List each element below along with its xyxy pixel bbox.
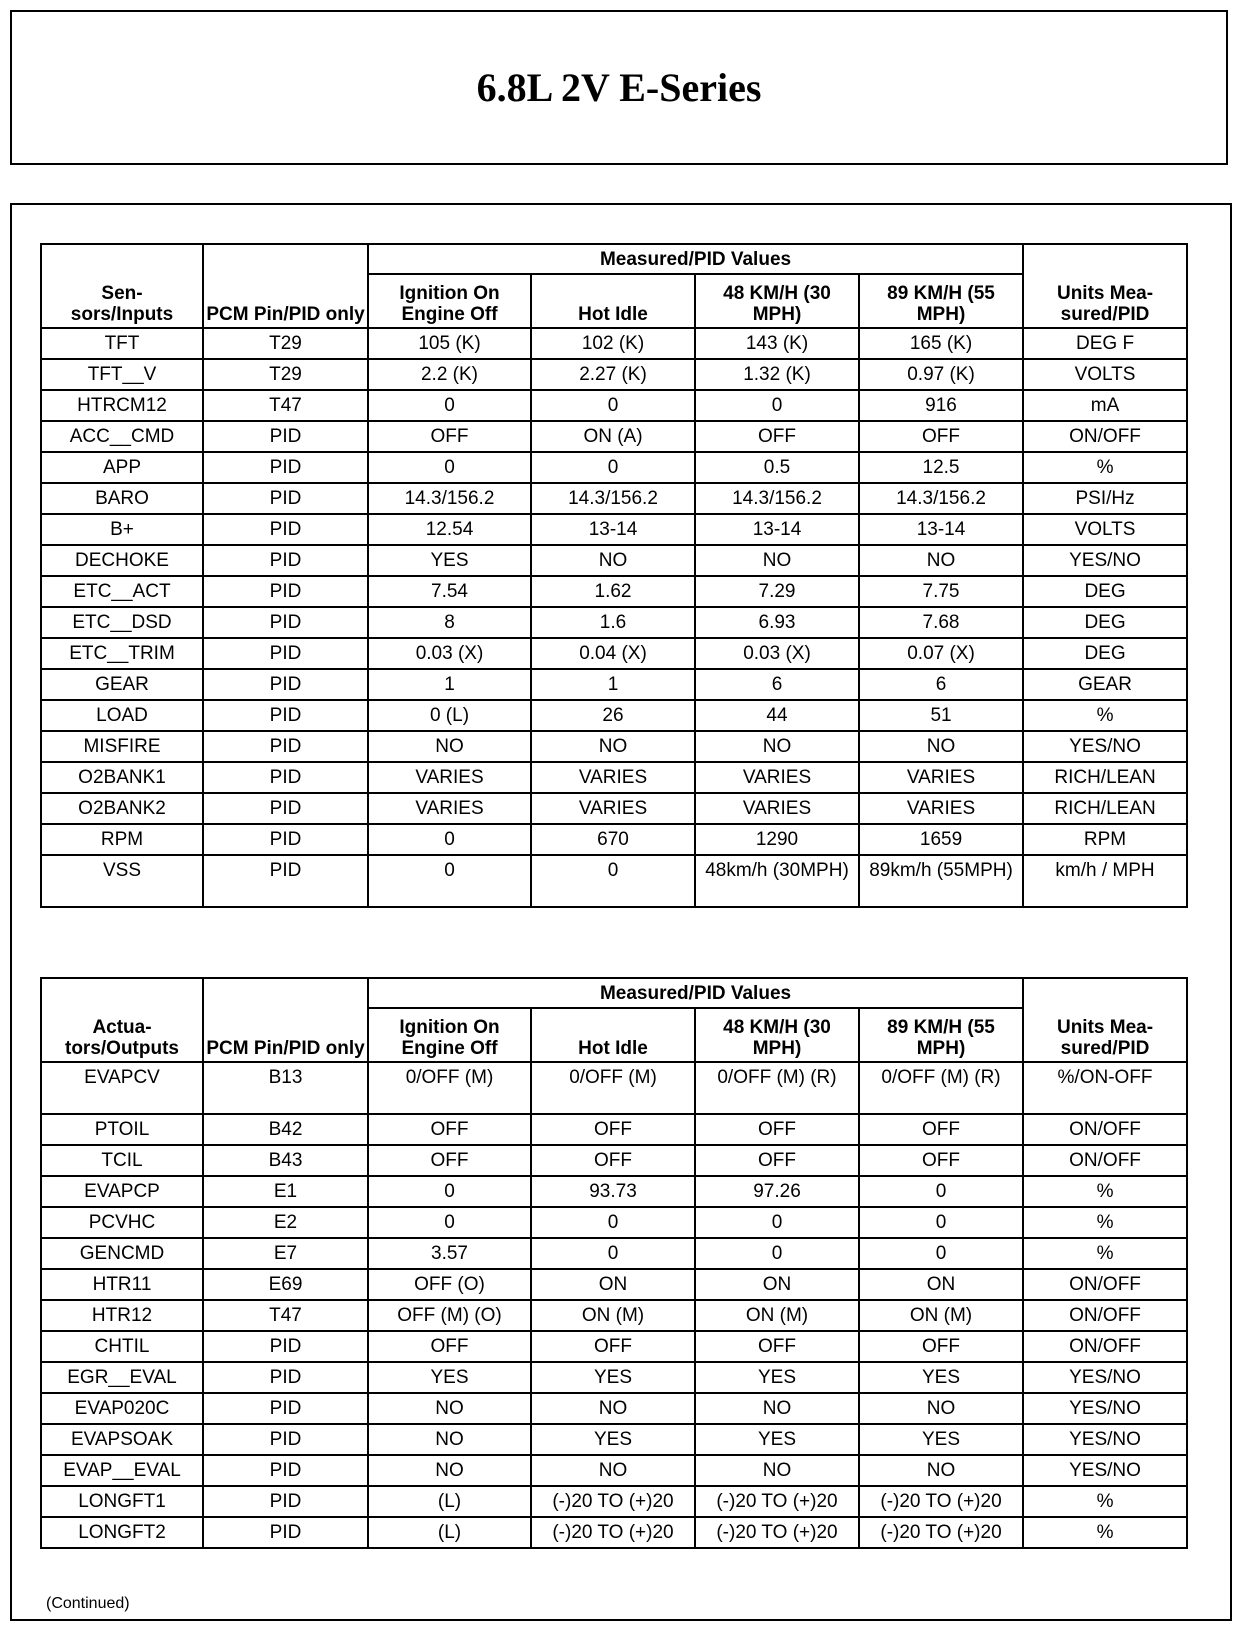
- units: %: [1023, 1176, 1187, 1207]
- signal-name: LONGFT1: [41, 1486, 203, 1517]
- 48kmh-value: 1.32 (K): [695, 359, 859, 390]
- table-row: [41, 483, 1187, 514]
- 48kmh-value: ON: [695, 1269, 859, 1300]
- header-sensors-inputs: Sen- sors/Inputs: [41, 244, 203, 328]
- hot-idle-value: 0: [531, 452, 695, 483]
- header-pcm-pin: PCM Pin/PID only: [203, 244, 368, 328]
- header-actuators-outputs: Actua- tors/Outputs: [41, 978, 203, 1062]
- pcm-pin: B43: [203, 1145, 368, 1176]
- 89kmh-value: 51: [859, 700, 1023, 731]
- 48kmh-value: 6.93: [695, 607, 859, 638]
- ignition-on-value: 8: [368, 607, 531, 638]
- hot-idle-value: 2.27 (K): [531, 359, 695, 390]
- table-row: [41, 545, 1187, 576]
- 89kmh-value: 0: [859, 1238, 1023, 1269]
- units: DEG F: [1023, 328, 1187, 359]
- units: %: [1023, 1486, 1187, 1517]
- signal-name: B+: [41, 514, 203, 545]
- table-row: [41, 607, 1187, 638]
- signal-name: EGR__EVAL: [41, 1362, 203, 1393]
- signal-name: GEAR: [41, 669, 203, 700]
- 48kmh-value: 143 (K): [695, 328, 859, 359]
- 89kmh-value: 0.07 (X): [859, 638, 1023, 669]
- ignition-on-value: 14.3/156.2: [368, 483, 531, 514]
- units: ON/OFF: [1023, 1269, 1187, 1300]
- pcm-pin: E2: [203, 1207, 368, 1238]
- 48kmh-value: OFF: [695, 1114, 859, 1145]
- hot-idle-value: YES: [531, 1362, 695, 1393]
- hot-idle-value: OFF: [531, 1331, 695, 1362]
- table-row: [41, 328, 1187, 359]
- 89kmh-value: YES: [859, 1424, 1023, 1455]
- signal-name: HTR12: [41, 1300, 203, 1331]
- units: ON/OFF: [1023, 1114, 1187, 1145]
- signal-name: TFT: [41, 328, 203, 359]
- header-units: Units Mea-sured/PID: [1023, 244, 1187, 328]
- units: %: [1023, 1238, 1187, 1269]
- 89kmh-value: YES: [859, 1362, 1023, 1393]
- pcm-pin: PID: [203, 1393, 368, 1424]
- 89kmh-value: OFF: [859, 1331, 1023, 1362]
- pcm-pin: PID: [203, 421, 368, 452]
- pcm-pin: T29: [203, 328, 368, 359]
- units: DEG: [1023, 576, 1187, 607]
- 48kmh-value: 97.26: [695, 1176, 859, 1207]
- table-row: [41, 669, 1187, 700]
- signal-name: TCIL: [41, 1145, 203, 1176]
- hot-idle-value: 670: [531, 824, 695, 855]
- 89kmh-value: (-)20 TO (+)20: [859, 1517, 1023, 1548]
- ignition-on-value: OFF: [368, 1114, 531, 1145]
- hot-idle-value: 93.73: [531, 1176, 695, 1207]
- signal-name: ACC__CMD: [41, 421, 203, 452]
- ignition-on-value: NO: [368, 1455, 531, 1486]
- header-measured-pid-values: Measured/PID Values: [368, 244, 1023, 274]
- signal-name: O2BANK1: [41, 762, 203, 793]
- hot-idle-value: NO: [531, 731, 695, 762]
- units: VOLTS: [1023, 359, 1187, 390]
- table-row: [41, 421, 1187, 452]
- 89kmh-value: OFF: [859, 421, 1023, 452]
- ignition-on-value: 12.54: [368, 514, 531, 545]
- ignition-on-value: OFF: [368, 421, 531, 452]
- 48kmh-value: NO: [695, 1455, 859, 1486]
- header-48kmh: 48 KM/H (30 MPH): [695, 1008, 859, 1062]
- 48kmh-value: 0.5: [695, 452, 859, 483]
- content-box: [10, 203, 1232, 1621]
- pcm-pin: PID: [203, 607, 368, 638]
- 89kmh-value: 7.68: [859, 607, 1023, 638]
- 48kmh-value: 0: [695, 1207, 859, 1238]
- hot-idle-value: 13-14: [531, 514, 695, 545]
- units: %: [1023, 1517, 1187, 1548]
- pcm-pin: T47: [203, 390, 368, 421]
- signal-name: VSS: [41, 855, 203, 907]
- table-row: [41, 390, 1187, 421]
- signal-name: PCVHC: [41, 1207, 203, 1238]
- signal-name: EVAPCV: [41, 1062, 203, 1114]
- header-89kmh: 89 KM/H (55 MPH): [859, 1008, 1023, 1062]
- header-89kmh: 89 KM/H (55 MPH): [859, 274, 1023, 328]
- 89kmh-value: 916: [859, 390, 1023, 421]
- 89kmh-value: 89km/h (55MPH): [859, 855, 1023, 907]
- signal-name: O2BANK2: [41, 793, 203, 824]
- header-pcm-pin: PCM Pin/PID only: [203, 978, 368, 1062]
- ignition-on-value: 0.03 (X): [368, 638, 531, 669]
- table-row: [41, 1393, 1187, 1424]
- pcm-pin: B13: [203, 1062, 368, 1114]
- pcm-pin: PID: [203, 1362, 368, 1393]
- hot-idle-value: NO: [531, 545, 695, 576]
- 48kmh-value: OFF: [695, 1331, 859, 1362]
- units: km/h / MPH: [1023, 855, 1187, 907]
- page-title: 6.8L 2V E-Series: [476, 65, 762, 110]
- pcm-pin: PID: [203, 731, 368, 762]
- signal-name: EVAP__EVAL: [41, 1455, 203, 1486]
- table-row: [41, 1517, 1187, 1548]
- ignition-on-value: 0: [368, 1176, 531, 1207]
- table-row: [41, 1062, 1187, 1114]
- hot-idle-value: 0: [531, 855, 695, 907]
- hot-idle-value: 0: [531, 1207, 695, 1238]
- 48kmh-value: 7.29: [695, 576, 859, 607]
- signal-name: EVAPSOAK: [41, 1424, 203, 1455]
- pcm-pin: PID: [203, 483, 368, 514]
- pcm-pin: PID: [203, 545, 368, 576]
- 48kmh-value: 0: [695, 390, 859, 421]
- title-box: [10, 10, 1228, 165]
- table-row: [41, 1269, 1187, 1300]
- pcm-pin: PID: [203, 669, 368, 700]
- signal-name: LOAD: [41, 700, 203, 731]
- hot-idle-value: 0: [531, 1238, 695, 1269]
- table-row: [41, 452, 1187, 483]
- table-row: [41, 1331, 1187, 1362]
- table-row: [41, 1145, 1187, 1176]
- pcm-pin: PID: [203, 1455, 368, 1486]
- table-row: [41, 762, 1187, 793]
- units: %: [1023, 700, 1187, 731]
- pcm-pin: PID: [203, 1424, 368, 1455]
- table-row: [41, 731, 1187, 762]
- pcm-pin: PID: [203, 1486, 368, 1517]
- ignition-on-value: OFF (M) (O): [368, 1300, 531, 1331]
- 48kmh-value: OFF: [695, 421, 859, 452]
- 48kmh-value: VARIES: [695, 762, 859, 793]
- header-hot-idle: Hot Idle: [531, 274, 695, 328]
- table-row: [41, 1362, 1187, 1393]
- 89kmh-value: VARIES: [859, 762, 1023, 793]
- signal-name: ETC__TRIM: [41, 638, 203, 669]
- hot-idle-value: YES: [531, 1424, 695, 1455]
- 48kmh-value: 0.03 (X): [695, 638, 859, 669]
- actuators-table-body: [41, 1062, 1187, 1548]
- signal-name: HTR11: [41, 1269, 203, 1300]
- 48kmh-value: 13-14: [695, 514, 859, 545]
- header-ignition-on: Ignition On Engine Off: [368, 274, 531, 328]
- units: %: [1023, 1207, 1187, 1238]
- 89kmh-value: 1659: [859, 824, 1023, 855]
- table-row: [41, 700, 1187, 731]
- ignition-on-value: (L): [368, 1517, 531, 1548]
- table-row: [41, 514, 1187, 545]
- 89kmh-value: 13-14: [859, 514, 1023, 545]
- 48kmh-value: 48km/h (30MPH): [695, 855, 859, 907]
- 89kmh-value: 12.5: [859, 452, 1023, 483]
- ignition-on-value: OFF: [368, 1331, 531, 1362]
- hot-idle-value: NO: [531, 1393, 695, 1424]
- 89kmh-value: 6: [859, 669, 1023, 700]
- ignition-on-value: NO: [368, 731, 531, 762]
- hot-idle-value: 14.3/156.2: [531, 483, 695, 514]
- pcm-pin: E69: [203, 1269, 368, 1300]
- hot-idle-value: VARIES: [531, 762, 695, 793]
- 48kmh-value: 0: [695, 1238, 859, 1269]
- 48kmh-value: 1290: [695, 824, 859, 855]
- signal-name: GENCMD: [41, 1238, 203, 1269]
- ignition-on-value: YES: [368, 1362, 531, 1393]
- hot-idle-value: 0: [531, 390, 695, 421]
- 48kmh-value: 0/OFF (M) (R): [695, 1062, 859, 1114]
- units: ON/OFF: [1023, 421, 1187, 452]
- hot-idle-value: 0/OFF (M): [531, 1062, 695, 1114]
- ignition-on-value: YES: [368, 545, 531, 576]
- ignition-on-value: VARIES: [368, 793, 531, 824]
- units: RICH/LEAN: [1023, 793, 1187, 824]
- ignition-on-value: NO: [368, 1424, 531, 1455]
- units: ON/OFF: [1023, 1300, 1187, 1331]
- 89kmh-value: NO: [859, 731, 1023, 762]
- units: ON/OFF: [1023, 1331, 1187, 1362]
- table-row: [41, 1486, 1187, 1517]
- units: RPM: [1023, 824, 1187, 855]
- pcm-pin: PID: [203, 576, 368, 607]
- units: PSI/Hz: [1023, 483, 1187, 514]
- 48kmh-value: NO: [695, 545, 859, 576]
- table-row: [41, 359, 1187, 390]
- table-row: [41, 1238, 1187, 1269]
- pcm-pin: PID: [203, 1331, 368, 1362]
- 89kmh-value: 14.3/156.2: [859, 483, 1023, 514]
- 89kmh-value: 165 (K): [859, 328, 1023, 359]
- 48kmh-value: OFF: [695, 1145, 859, 1176]
- 89kmh-value: OFF: [859, 1114, 1023, 1145]
- units: YES/NO: [1023, 545, 1187, 576]
- units: YES/NO: [1023, 1455, 1187, 1486]
- table-row: [41, 1114, 1187, 1145]
- 48kmh-value: YES: [695, 1424, 859, 1455]
- table-row: [41, 793, 1187, 824]
- actuators-outputs-table: [40, 977, 1188, 1549]
- units: VOLTS: [1023, 514, 1187, 545]
- units: YES/NO: [1023, 1424, 1187, 1455]
- hot-idle-value: 1: [531, 669, 695, 700]
- hot-idle-value: 26: [531, 700, 695, 731]
- 48kmh-value: VARIES: [695, 793, 859, 824]
- header-hot-idle: Hot Idle: [531, 1008, 695, 1062]
- signal-name: HTRCM12: [41, 390, 203, 421]
- table-row: [41, 1207, 1187, 1238]
- signal-name: EVAP020C: [41, 1393, 203, 1424]
- ignition-on-value: 1: [368, 669, 531, 700]
- pcm-pin: B42: [203, 1114, 368, 1145]
- pcm-pin: T47: [203, 1300, 368, 1331]
- pcm-pin: PID: [203, 793, 368, 824]
- 89kmh-value: NO: [859, 545, 1023, 576]
- ignition-on-value: 0/OFF (M): [368, 1062, 531, 1114]
- hot-idle-value: 0.04 (X): [531, 638, 695, 669]
- ignition-on-value: 105 (K): [368, 328, 531, 359]
- hot-idle-value: ON (A): [531, 421, 695, 452]
- ignition-on-value: 0: [368, 1207, 531, 1238]
- units: DEG: [1023, 638, 1187, 669]
- 89kmh-value: VARIES: [859, 793, 1023, 824]
- ignition-on-value: 0: [368, 390, 531, 421]
- 48kmh-value: ON (M): [695, 1300, 859, 1331]
- units: RICH/LEAN: [1023, 762, 1187, 793]
- ignition-on-value: 3.57: [368, 1238, 531, 1269]
- hot-idle-value: OFF: [531, 1114, 695, 1145]
- continued-note: (Continued): [46, 1595, 130, 1612]
- 48kmh-value: YES: [695, 1362, 859, 1393]
- signal-name: PTOIL: [41, 1114, 203, 1145]
- 48kmh-value: NO: [695, 1393, 859, 1424]
- 89kmh-value: 7.75: [859, 576, 1023, 607]
- table-row: [41, 855, 1187, 907]
- units: GEAR: [1023, 669, 1187, 700]
- 48kmh-value: (-)20 TO (+)20: [695, 1517, 859, 1548]
- units: DEG: [1023, 607, 1187, 638]
- units: YES/NO: [1023, 731, 1187, 762]
- ignition-on-value: 2.2 (K): [368, 359, 531, 390]
- signal-name: EVAPCP: [41, 1176, 203, 1207]
- signal-name: DECHOKE: [41, 545, 203, 576]
- hot-idle-value: ON: [531, 1269, 695, 1300]
- ignition-on-value: OFF: [368, 1145, 531, 1176]
- ignition-on-value: 0: [368, 855, 531, 907]
- pcm-pin: E7: [203, 1238, 368, 1269]
- signal-name: ETC__DSD: [41, 607, 203, 638]
- table-row: [41, 1424, 1187, 1455]
- pcm-pin: T29: [203, 359, 368, 390]
- 89kmh-value: ON: [859, 1269, 1023, 1300]
- 89kmh-value: 0/OFF (M) (R): [859, 1062, 1023, 1114]
- 89kmh-value: ON (M): [859, 1300, 1023, 1331]
- hot-idle-value: (-)20 TO (+)20: [531, 1517, 695, 1548]
- 89kmh-value: 0: [859, 1176, 1023, 1207]
- ignition-on-value: 0: [368, 452, 531, 483]
- header-48kmh: 48 KM/H (30 MPH): [695, 274, 859, 328]
- pcm-pin: PID: [203, 700, 368, 731]
- ignition-on-value: 7.54: [368, 576, 531, 607]
- 48kmh-value: 6: [695, 669, 859, 700]
- pcm-pin: PID: [203, 824, 368, 855]
- 48kmh-value: 44: [695, 700, 859, 731]
- sensors-table-body: [41, 328, 1187, 907]
- hot-idle-value: (-)20 TO (+)20: [531, 1486, 695, 1517]
- pcm-pin: E1: [203, 1176, 368, 1207]
- 48kmh-value: NO: [695, 731, 859, 762]
- pcm-pin: PID: [203, 452, 368, 483]
- ignition-on-value: VARIES: [368, 762, 531, 793]
- hot-idle-value: 1.6: [531, 607, 695, 638]
- table-row: [41, 638, 1187, 669]
- signal-name: TFT__V: [41, 359, 203, 390]
- 89kmh-value: NO: [859, 1455, 1023, 1486]
- pcm-pin: PID: [203, 855, 368, 907]
- signal-name: CHTIL: [41, 1331, 203, 1362]
- 89kmh-value: OFF: [859, 1145, 1023, 1176]
- header-units: Units Mea-sured/PID: [1023, 978, 1187, 1062]
- hot-idle-value: 1.62: [531, 576, 695, 607]
- units: mA: [1023, 390, 1187, 421]
- 89kmh-value: (-)20 TO (+)20: [859, 1486, 1023, 1517]
- signal-name: LONGFT2: [41, 1517, 203, 1548]
- signal-name: APP: [41, 452, 203, 483]
- 48kmh-value: (-)20 TO (+)20: [695, 1486, 859, 1517]
- ignition-on-value: 0 (L): [368, 700, 531, 731]
- pcm-pin: PID: [203, 762, 368, 793]
- units: ON/OFF: [1023, 1145, 1187, 1176]
- ignition-on-value: NO: [368, 1393, 531, 1424]
- units: %: [1023, 452, 1187, 483]
- pcm-pin: PID: [203, 1517, 368, 1548]
- ignition-on-value: 0: [368, 824, 531, 855]
- 48kmh-value: 14.3/156.2: [695, 483, 859, 514]
- header-measured-pid-values: Measured/PID Values: [368, 978, 1023, 1008]
- table-row: [41, 576, 1187, 607]
- table-row: [41, 1455, 1187, 1486]
- hot-idle-value: OFF: [531, 1145, 695, 1176]
- 89kmh-value: 0: [859, 1207, 1023, 1238]
- hot-idle-value: ON (M): [531, 1300, 695, 1331]
- table-row: [41, 1300, 1187, 1331]
- pcm-pin: PID: [203, 514, 368, 545]
- units: YES/NO: [1023, 1362, 1187, 1393]
- signal-name: ETC__ACT: [41, 576, 203, 607]
- ignition-on-value: (L): [368, 1486, 531, 1517]
- sensors-inputs-table: [40, 243, 1188, 908]
- signal-name: MISFIRE: [41, 731, 203, 762]
- 89kmh-value: 0.97 (K): [859, 359, 1023, 390]
- signal-name: BARO: [41, 483, 203, 514]
- table-row: [41, 1176, 1187, 1207]
- ignition-on-value: OFF (O): [368, 1269, 531, 1300]
- units: YES/NO: [1023, 1393, 1187, 1424]
- 89kmh-value: NO: [859, 1393, 1023, 1424]
- units: %/ON-OFF: [1023, 1062, 1187, 1114]
- hot-idle-value: 102 (K): [531, 328, 695, 359]
- header-ignition-on: Ignition On Engine Off: [368, 1008, 531, 1062]
- table-row: [41, 824, 1187, 855]
- hot-idle-value: VARIES: [531, 793, 695, 824]
- signal-name: RPM: [41, 824, 203, 855]
- hot-idle-value: NO: [531, 1455, 695, 1486]
- pcm-pin: PID: [203, 638, 368, 669]
